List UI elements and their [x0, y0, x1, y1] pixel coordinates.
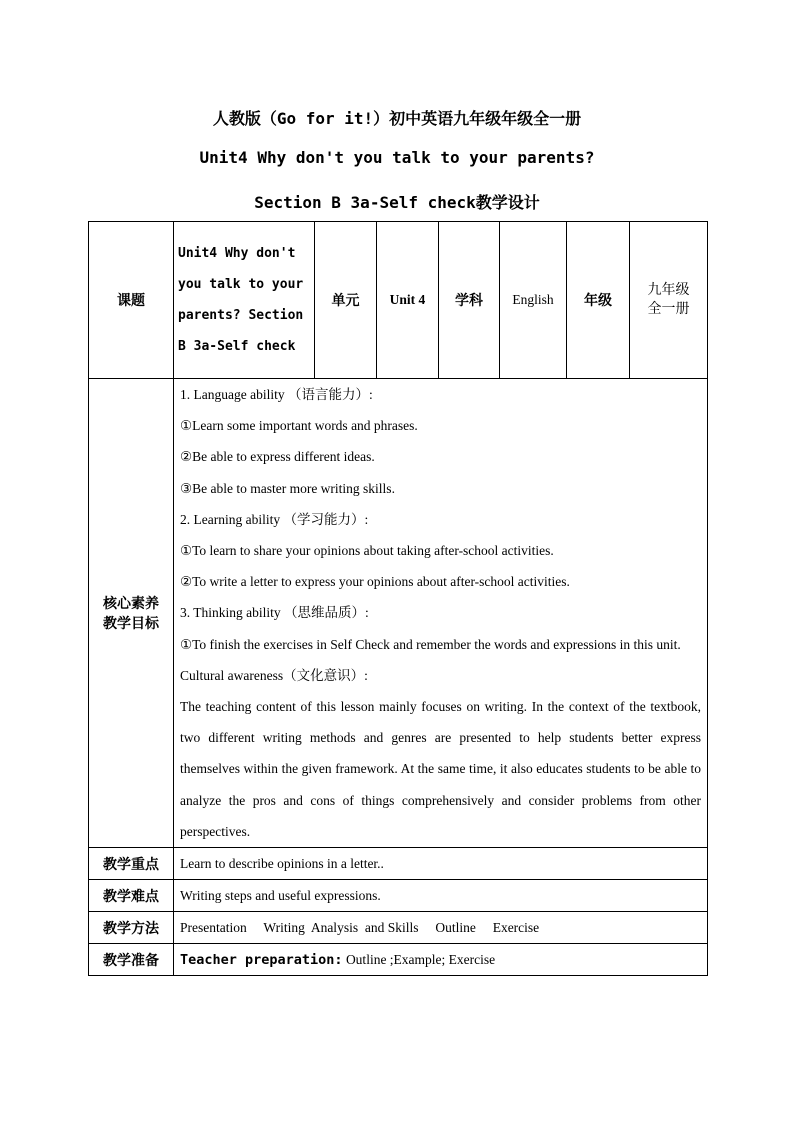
objectives-content: [174, 379, 708, 848]
preparation-value: [174, 944, 708, 976]
unit-value: Unit 4: [377, 222, 439, 379]
objective-line: ③Be able to master more writing skills.: [180, 480, 395, 496]
objective-line: ②To write a letter to express your opinions about after-school activities.: [180, 574, 570, 590]
preparation-value-text: Outline ;Example; Exercise: [345, 951, 496, 967]
cultural-awareness-paragraph: The teaching content of this lesson mainly focuses on writing. In the context of the textbook, two different writing methods and genres are presented to help students better express themselves within the given framework. At the same time, it also educates students to be able to analyze the pros and cons of things comprehensively and consider problems from other perspectives.: [180, 699, 701, 839]
key-points-value: Learn to describe opinions in a letter..: [174, 848, 708, 880]
methods-label: 教学方法: [89, 912, 174, 944]
objective-line: 3. Thinking ability （思维品质）:: [180, 605, 369, 621]
objective-line: ①Learn some important words and phrases.: [180, 418, 418, 434]
grade-value: [630, 222, 708, 379]
key-points-row: [89, 848, 708, 880]
preparation-label: 教学准备: [89, 944, 174, 976]
objective-line: ②Be able to express different ideas.: [180, 449, 375, 465]
subject-value: English: [500, 222, 567, 379]
objective-line: 2. Learning ability （学习能力）:: [180, 511, 369, 527]
grade-label: 年级: [567, 222, 630, 379]
lesson-plan-table: [88, 221, 708, 976]
topic-label: 课题: [89, 222, 174, 379]
objective-line: Cultural awareness（文化意识）:: [180, 667, 368, 683]
unit-label: 单元: [315, 222, 377, 379]
difficult-points-row: [89, 880, 708, 912]
objective-line: 1. Language ability （语言能力）:: [180, 387, 373, 402]
objective-line: ①To finish the exercises in Self Check and remember the words and expressions in this unit.: [180, 636, 681, 652]
preparation-value-label: Teacher preparation:: [180, 951, 343, 968]
objectives-label-line1: 核心素养: [103, 596, 159, 613]
document-title: 人教版（Go for it!）初中英语九年级年级全一册: [212, 109, 582, 128]
header-row: [89, 222, 708, 379]
section-title: Section B 3a-Self check教学设计: [254, 193, 540, 212]
objectives-row: [89, 379, 708, 848]
unit-title: Unit4 Why don't you talk to your parents?: [199, 148, 595, 167]
methods-value: Presentation Writing Analysis and Skills Outline Exercise: [174, 912, 708, 944]
grade-value-line1: 九年级: [647, 282, 690, 298]
key-points-label: 教学重点: [89, 848, 174, 880]
objectives-label: [89, 379, 174, 848]
methods-row: [89, 912, 708, 944]
difficult-points-label: 教学难点: [89, 880, 174, 912]
preparation-row: [89, 944, 708, 976]
objectives-label-line2: 教学目标: [103, 616, 159, 633]
subject-label: 学科: [439, 222, 500, 379]
objective-line: ①To learn to share your opinions about taking after-school activities.: [180, 543, 554, 559]
grade-value-line2: 全一册: [647, 301, 690, 317]
difficult-points-value: Writing steps and useful expressions.: [174, 880, 708, 912]
topic-value: Unit4 Why don't you talk to your parents? Section B 3a-Self check: [174, 222, 315, 379]
